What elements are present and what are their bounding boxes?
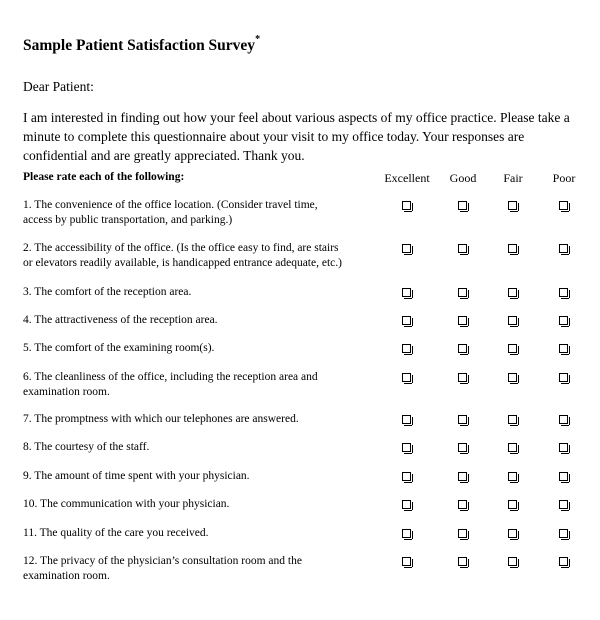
question-line-1: 1. The convenience of the office location. (Consider travel time, [23,199,318,211]
question-text [23,497,373,512]
rating-checkbox-excellent[interactable] [402,244,411,253]
rating-checkbox-fair[interactable] [508,316,517,325]
column-header-fair: Fair [503,171,523,185]
rating-checkbox-fair[interactable] [508,557,517,566]
rating-checkbox-fair[interactable] [508,344,517,353]
column-header-poor: Poor [552,171,576,185]
rating-checkbox-fair[interactable] [508,288,517,297]
intro-paragraph: I am interested in finding out how your feel about various aspects of my office practice. Please take a minute to complete this questionnaire about your visit to my office today. Your responses are confidential and are greatly appreciated. Thank you. [23,110,570,163]
question-line-2: examination room. [23,570,110,582]
rating-checkbox-fair[interactable] [508,500,517,509]
rating-checkbox-good[interactable] [458,201,467,210]
rating-checkbox-poor[interactable] [559,373,568,382]
rating-checkbox-poor[interactable] [559,415,568,424]
rating-checkbox-good[interactable] [458,443,467,452]
rating-checkbox-good[interactable] [458,373,467,382]
question-text [23,554,373,584]
rating-checkbox-fair[interactable] [508,472,517,481]
rating-checkbox-excellent[interactable] [402,529,411,538]
question-line-1: 4. The attractiveness of the reception area. [23,314,218,326]
question-text [23,440,373,455]
question-line-2: examination room. [23,386,110,398]
question-line-2: or elevators readily available, is handicapped entrance adequate, etc.) [23,257,342,269]
question-text [23,241,373,271]
question-line-1: 12. The privacy of the physician’s consultation room and the [23,555,302,567]
question-line-1: 10. The communication with your physician. [23,498,230,510]
rating-checkbox-excellent[interactable] [402,201,411,210]
title-footnote-mark: * [255,34,261,45]
rating-checkbox-excellent[interactable] [402,344,411,353]
rating-checkbox-excellent[interactable] [402,316,411,325]
question-text [23,285,373,300]
rating-checkbox-poor[interactable] [559,529,568,538]
rating-checkbox-fair[interactable] [508,415,517,424]
question-line-1: 11. The quality of the care you received. [23,527,209,539]
rating-checkbox-excellent[interactable] [402,443,411,452]
rate-header: Please rate each of the following: [23,171,185,183]
question-line-1: 2. The accessibility of the office. (Is the office easy to find, are stairs [23,242,339,254]
question-text [23,370,373,400]
rating-checkbox-fair[interactable] [508,201,517,210]
question-text [23,526,373,541]
survey-title [23,36,260,55]
rating-checkbox-poor[interactable] [559,288,568,297]
question-line-2: access by public transportation, and parking.) [23,214,233,226]
rating-checkbox-good[interactable] [458,557,467,566]
rating-checkbox-good[interactable] [458,415,467,424]
question-text [23,313,373,328]
question-text [23,412,373,427]
question-line-1: 5. The comfort of the examining room(s). [23,342,215,354]
rating-checkbox-good[interactable] [458,244,467,253]
question-line-1: 8. The courtesy of the staff. [23,441,150,453]
rating-checkbox-excellent[interactable] [402,500,411,509]
rating-checkbox-poor[interactable] [559,201,568,210]
rating-checkbox-fair[interactable] [508,244,517,253]
rating-checkbox-poor[interactable] [559,244,568,253]
question-text [23,469,373,484]
question-line-1: 3. The comfort of the reception area. [23,286,192,298]
rating-checkbox-good[interactable] [458,288,467,297]
rating-checkbox-poor[interactable] [559,443,568,452]
rating-checkbox-excellent[interactable] [402,472,411,481]
rating-checkbox-fair[interactable] [508,373,517,382]
rating-checkbox-poor[interactable] [559,500,568,509]
column-header-good: Good [449,171,477,185]
rating-checkbox-good[interactable] [458,472,467,481]
question-line-1: 7. The promptness with which our telephones are answered. [23,413,299,425]
rating-checkbox-excellent[interactable] [402,373,411,382]
rating-checkbox-good[interactable] [458,500,467,509]
rating-checkbox-poor[interactable] [559,316,568,325]
question-line-1: 6. The cleanliness of the office, including the reception area and [23,371,318,383]
rating-checkbox-poor[interactable] [559,344,568,353]
question-text [23,198,373,228]
rating-checkbox-excellent[interactable] [402,415,411,424]
rating-checkbox-good[interactable] [458,529,467,538]
column-header-excellent: Excellent [384,171,430,185]
rating-checkbox-excellent[interactable] [402,288,411,297]
survey-title-text: Sample Patient Satisfaction Survey [23,37,256,55]
rating-checkbox-poor[interactable] [559,557,568,566]
rating-checkbox-fair[interactable] [508,443,517,452]
question-text [23,341,373,356]
rating-checkbox-fair[interactable] [508,529,517,538]
greeting: Dear Patient: [23,79,94,94]
rating-checkbox-excellent[interactable] [402,557,411,566]
question-line-1: 9. The amount of time spent with your physician. [23,470,250,482]
rating-checkbox-poor[interactable] [559,472,568,481]
rating-checkbox-good[interactable] [458,344,467,353]
rating-checkbox-good[interactable] [458,316,467,325]
